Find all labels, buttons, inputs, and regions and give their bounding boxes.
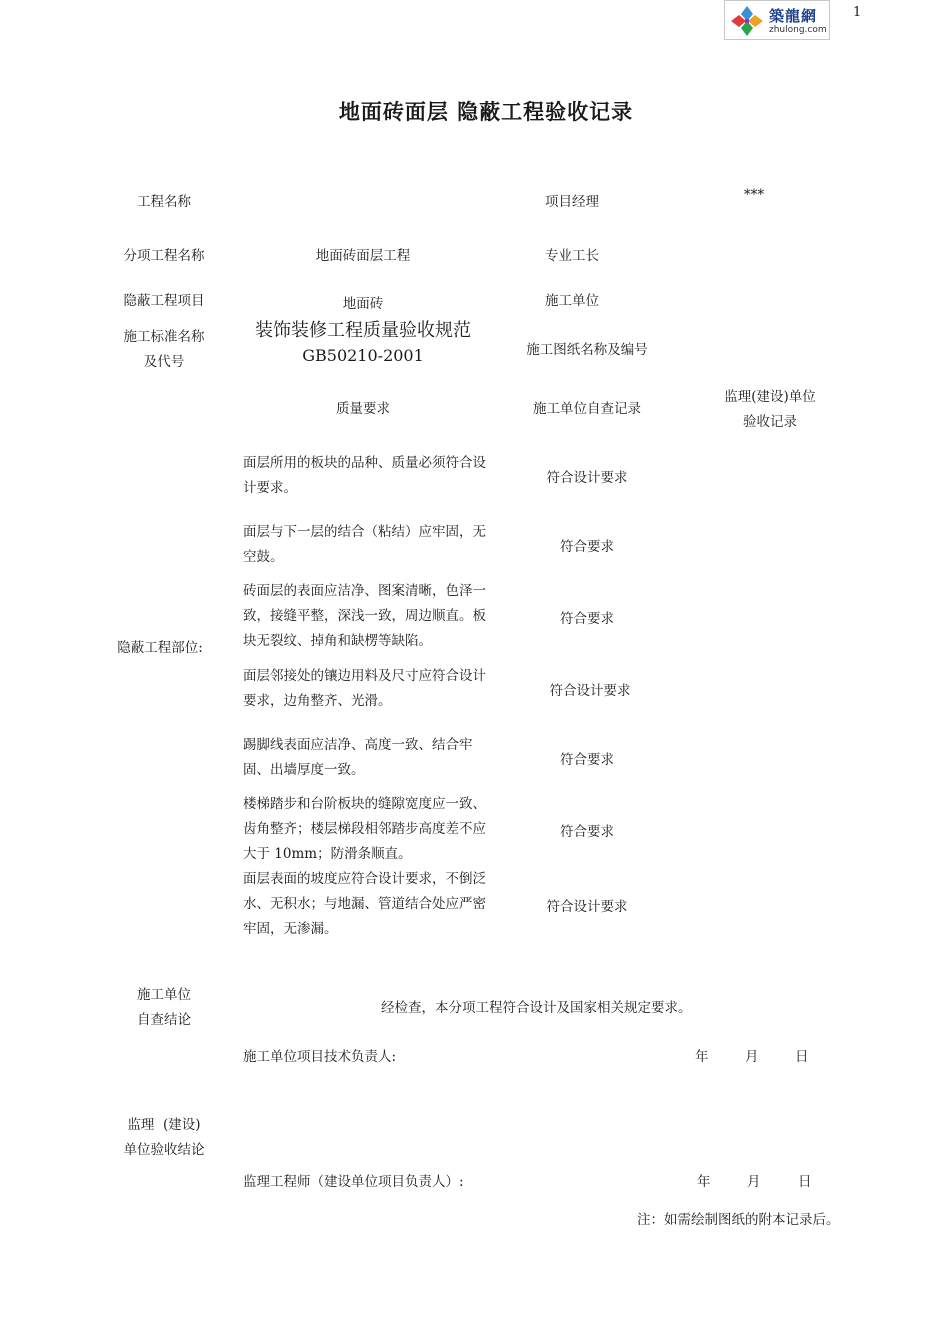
check-result: 符合要求 xyxy=(560,611,614,627)
supervision-conclusion-day: 日 xyxy=(798,1174,812,1190)
quality-requirements-header: 质量要求 xyxy=(336,401,390,417)
supervision-header-line2: 验收记录 xyxy=(743,414,797,430)
hidden-item-value: 地面砖 xyxy=(342,296,384,312)
drawing-label: 施工图纸名称及编号 xyxy=(526,342,648,358)
supervision-header-line1: 监理(建设)单位 xyxy=(724,389,816,405)
self-conclusion-year: 年 xyxy=(695,1049,709,1065)
self-conclusion-text: 经检查，本分项工程符合设计及国家相关规定要求。 xyxy=(381,1000,692,1016)
project-manager-value: *** xyxy=(743,187,765,203)
standard-code-value: GB50210-2001 xyxy=(302,346,424,365)
check-result: 符合设计要求 xyxy=(549,683,631,699)
standard-label-line1: 施工标准名称 xyxy=(123,329,205,345)
self-conclusion-label-line1: 施工单位 xyxy=(137,987,191,1003)
self-conclusion-signer: 施工单位项目技术负责人: xyxy=(243,1049,397,1065)
requirement-text: 楼梯踏步和台阶板块的缝隙宽度应一致、齿角整齐；楼层梯段相邻踏步高度差不应大于 10mm；防滑条顺直。 xyxy=(243,796,486,862)
footnote: 注：如需绘制图纸的附本记录后。 xyxy=(637,1212,840,1228)
supervision-conclusion-label-line1: 监理 (建设) xyxy=(127,1117,201,1133)
standard-name-value: 装饰装修工程质量验收规范 xyxy=(255,320,471,341)
document-title: 地面砖面层 隐蔽工程验收记录 xyxy=(338,100,634,124)
check-result: 符合要求 xyxy=(560,539,614,555)
page-number: 1 xyxy=(853,5,862,20)
logo-name: 築龍網 xyxy=(769,7,818,25)
sub-project-label: 分项工程名称 xyxy=(123,248,205,264)
hidden-part-label: 隐蔽工程部位: xyxy=(117,640,203,656)
supervision-conclusion-label-line2: 单位验收结论 xyxy=(123,1142,205,1158)
supervision-conclusion-signer: 监理工程师（建设单位项目负责人）: xyxy=(243,1174,464,1190)
project-name-label: 工程名称 xyxy=(137,194,191,210)
self-check-header: 施工单位自查记录 xyxy=(533,401,641,417)
requirement-text: 面层邻接处的镶边用料及尺寸应符合设计要求，边角整齐、光滑。 xyxy=(243,668,486,709)
check-result: 符合要求 xyxy=(560,824,614,840)
project-manager-label: 项目经理 xyxy=(545,194,599,210)
requirement-text: 面层所用的板块的品种、质量必须符合设计要求。 xyxy=(243,455,486,496)
supervision-conclusion-year: 年 xyxy=(697,1174,711,1190)
sub-project-value: 地面砖面层工程 xyxy=(315,248,411,264)
foreman-label: 专业工长 xyxy=(545,248,599,264)
zhulong-logo xyxy=(724,0,830,40)
check-result: 符合设计要求 xyxy=(546,899,628,915)
pinwheel-icon xyxy=(729,4,765,38)
requirement-text: 踢脚线表面应洁净、高度一致、结合牢固、出墙厚度一致。 xyxy=(243,737,473,778)
requirement-text: 面层表面的坡度应符合设计要求，不倒泛水、无积水；与地漏、管道结合处应严密牢固，无渗漏。 xyxy=(243,871,486,937)
self-conclusion-month: 月 xyxy=(745,1049,759,1065)
hidden-item-label: 隐蔽工程项目 xyxy=(123,293,205,309)
logo-domain: zhulong.com xyxy=(769,25,827,35)
check-result: 符合要求 xyxy=(560,752,614,768)
requirement-text: 面层与下一层的结合（粘结）应牢固，无空鼓。 xyxy=(243,524,486,565)
self-conclusion-day: 日 xyxy=(795,1049,809,1065)
self-conclusion-label-line2: 自查结论 xyxy=(137,1012,191,1028)
supervision-conclusion-month: 月 xyxy=(747,1174,761,1190)
requirement-text: 砖面层的表面应洁净、图案清晰，色泽一致，接缝平整，深浅一致，周边顺直。板块无裂纹、掉角和缺楞等缺陷。 xyxy=(243,583,486,649)
check-result: 符合设计要求 xyxy=(546,470,628,486)
contractor-label: 施工单位 xyxy=(545,293,599,309)
standard-label-line2: 及代号 xyxy=(143,354,185,370)
